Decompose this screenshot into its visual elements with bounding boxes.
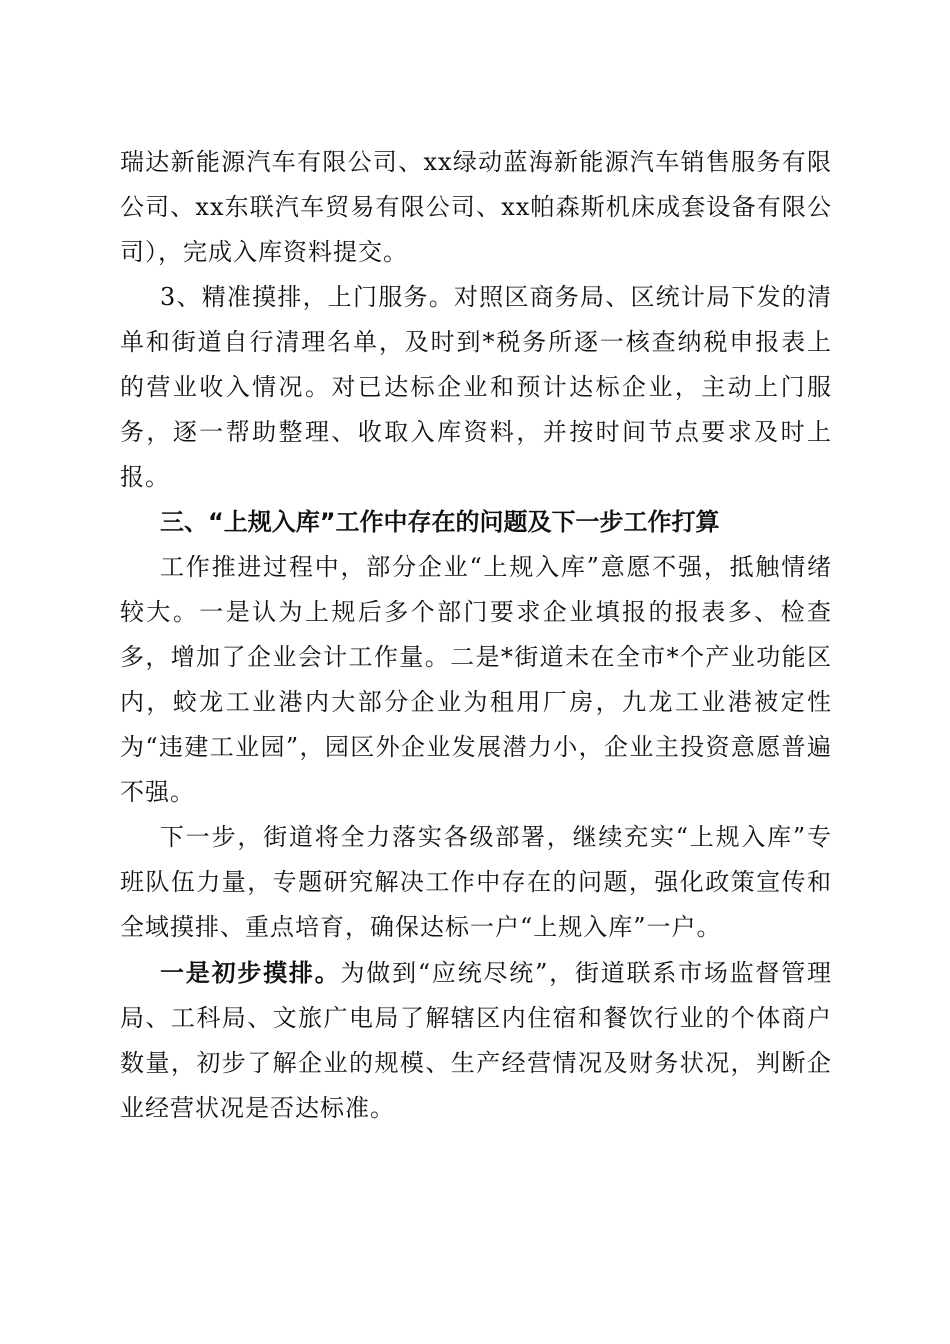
paragraph-precise-survey: 3、精准摸排，上门服务。对照区商务局、区统计局下发的清单和街道自行清理名单，及时到*税务所逐一核查纳税申报表上的营业收入情况。对已达标企业和预计达标企业，主动上门服务，逐一帮助整理、收取入库资料，并按时间节点要求及时上报。 (120, 283, 832, 491)
paragraph-lead: 一是初步摸排。 (160, 958, 341, 987)
paragraph-next-steps: 下一步，街道将全力落实各级部署，继续充实“上规入库”专班队伍力量，专题研究解决工作中存在的问题，强化政策宣传和全域摸排、重点培育，确保达标一户“上规入库”一户。 (120, 823, 832, 941)
paragraph-company-list: 瑞达新能源汽车有限公司、xx绿动蓝海新能源汽车销售服务有限公司、xx东联汽车贸易有限公司、xx帕森斯机床成套设备有限公司），完成入库资料提交。 (120, 148, 832, 266)
document-body (120, 140, 832, 1131)
section-heading-problems: 三、“上规入库”工作中存在的问题及下一步工作打算 (160, 508, 720, 536)
paragraph-problems: 工作推进过程中，部分企业“上规入库”意愿不强，抵触情绪较大。一是认为上规后多个部门要求企业填报的报表多、检查多，增加了企业会计工作量。二是*街道未在全市*个产业功能区内，蛟龙工业港内大部分企业为租用厂房，九龙工业港被定性为“违建工业园”，园区外企业发展潜力小，企业主投资意愿普遍不强。 (120, 553, 832, 806)
paragraph-initial-survey (120, 950, 832, 1131)
paragraph-body: 为做到“应统尽统”，街道联系市场监督管理局、工科局、文旅广电局了解辖区内住宿和餐饮行业的个体商户数量，初步了解企业的规模、生产经营情况及财务状况，判断企业经营状况是否达标准。 (120, 959, 832, 1122)
